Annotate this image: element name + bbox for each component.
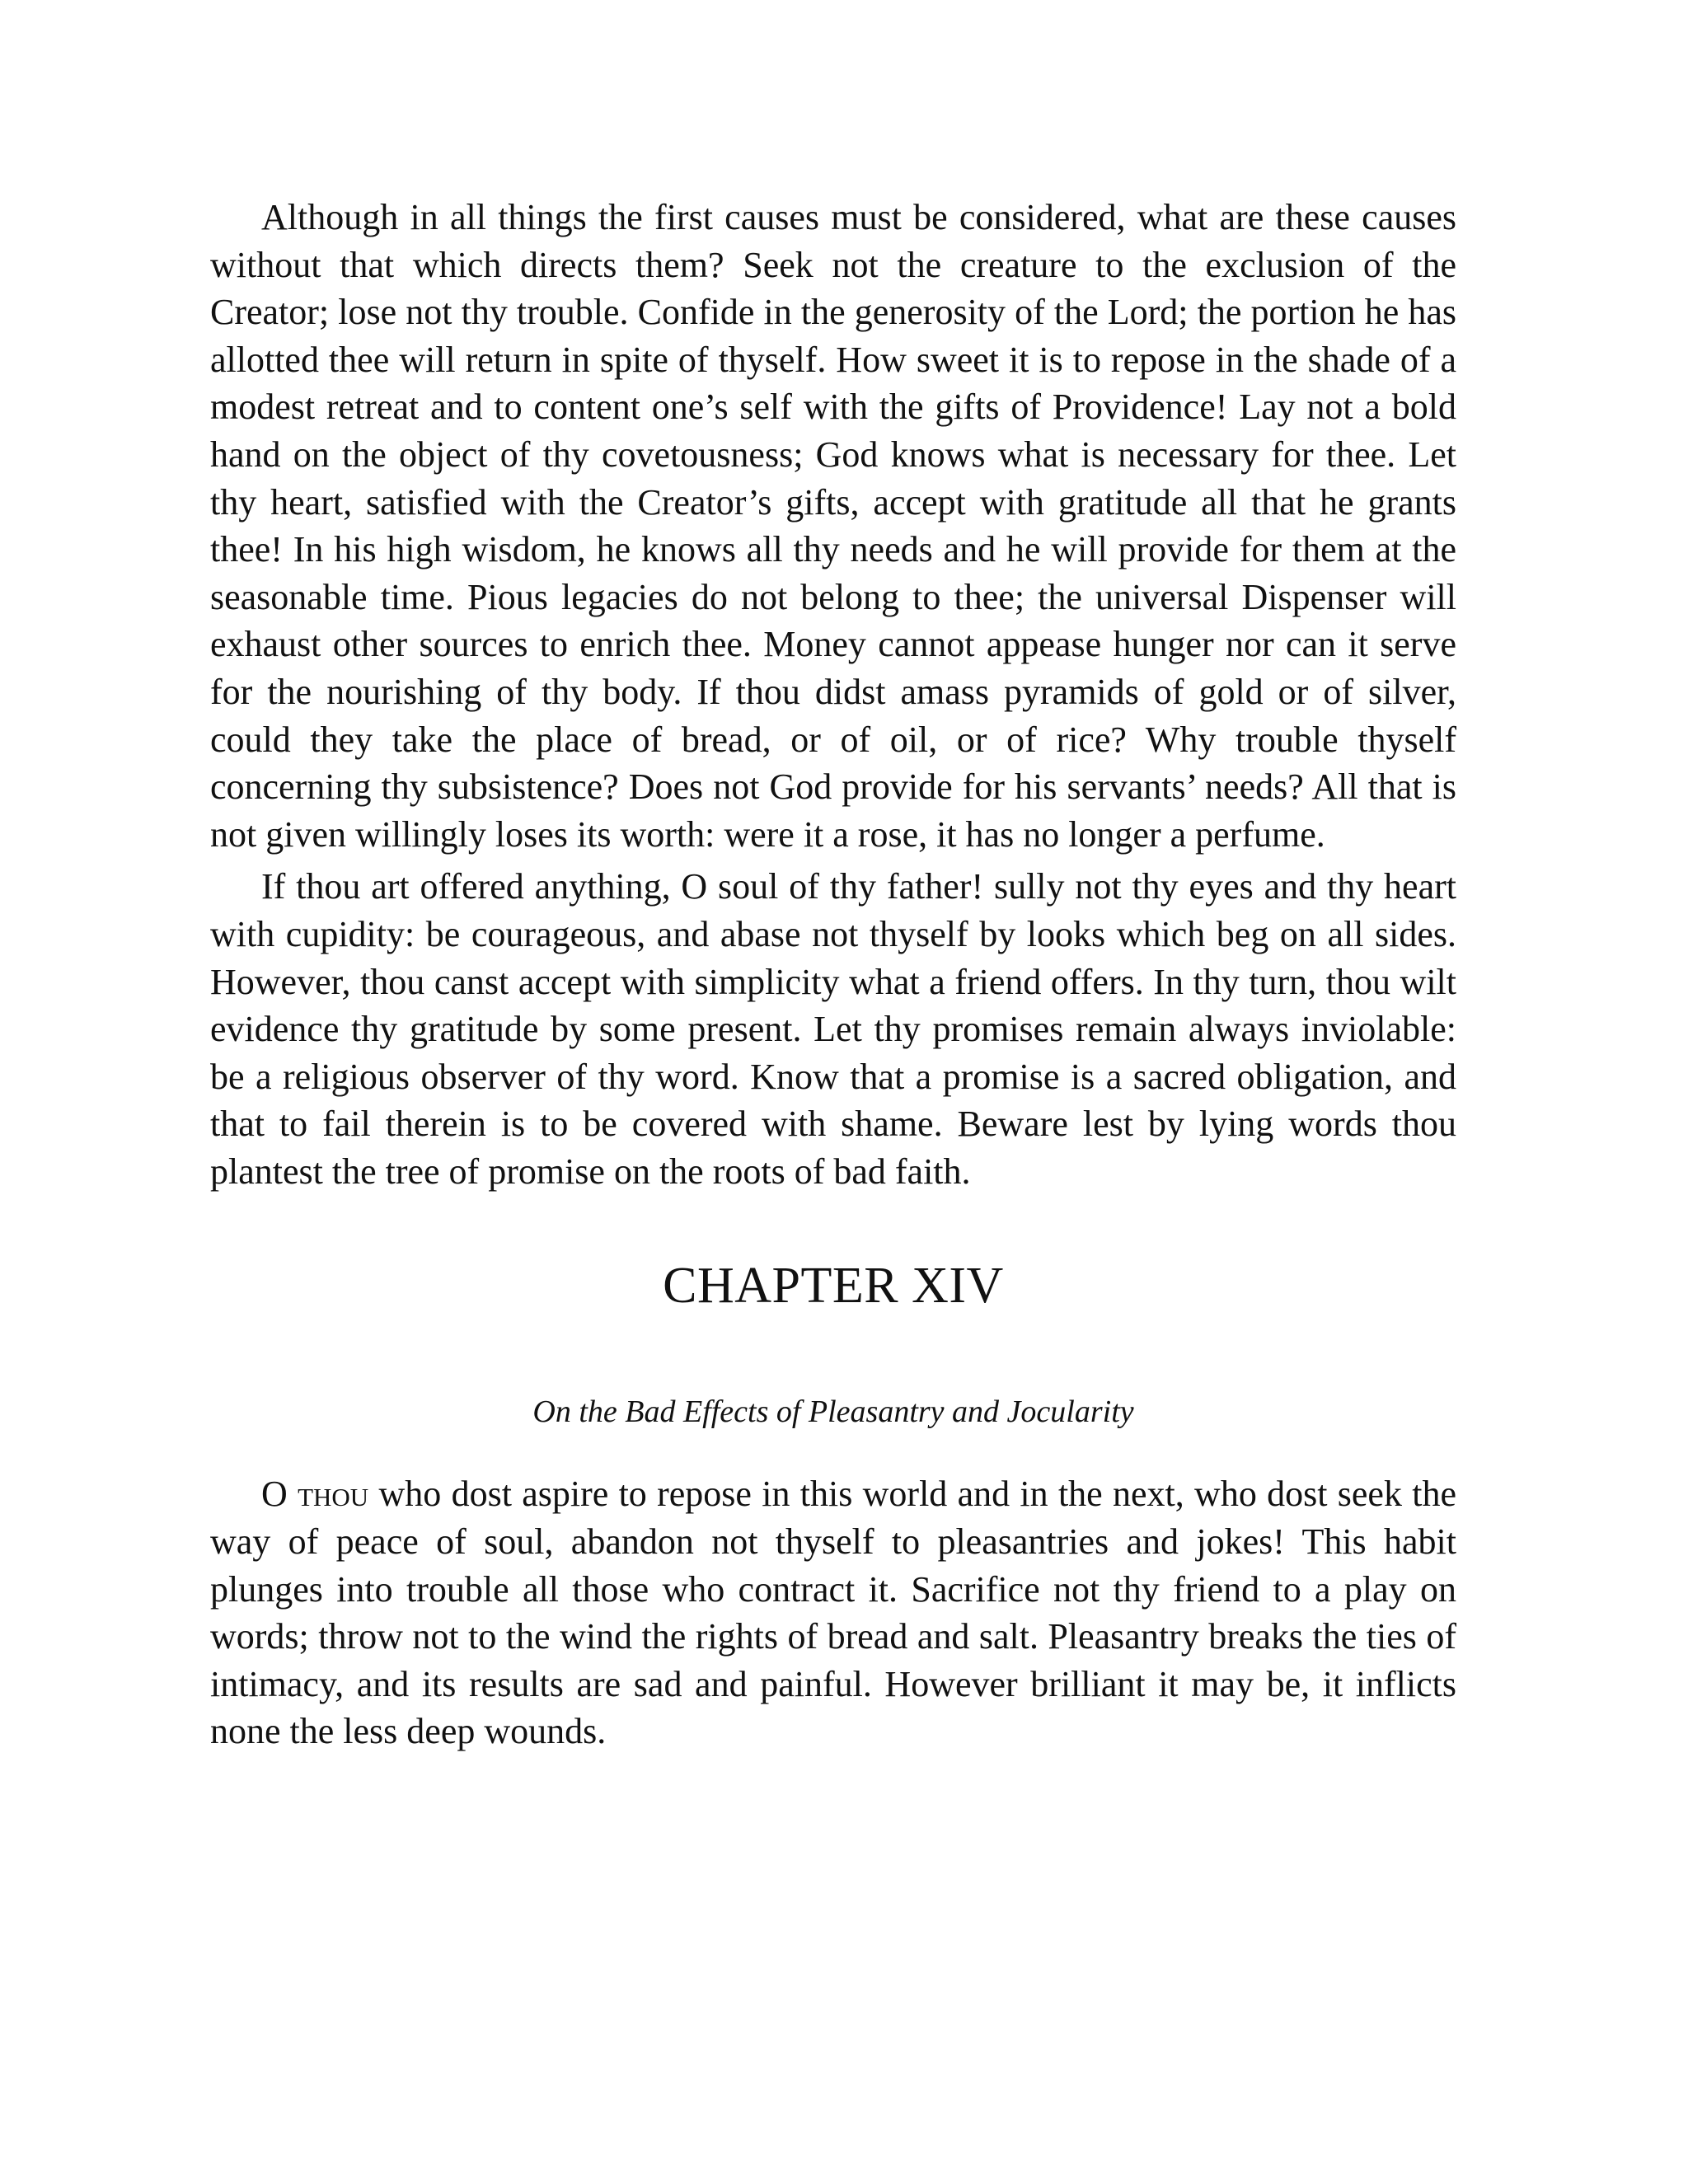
chapter-title: CHAPTER XIV [663,1258,1004,1315]
chapter-subtitle: On the Bad Effects of Pleasantry and Jocularity [532,1394,1134,1430]
opening-text: who dost aspire to repose in this world and in the next, who dost seek the way of peace of soul, abandon not thyself to pleasantries and jokes! This habit plunges into trouble all those who contract it. Sacrifice not thy friend to a play on words; throw not to the wind the rights of bread and salt. Pleasantry breaks the ties of intimacy, and its results are sad and painful. However brilliant it may be, it inflicts none the less deep wounds. [210,1474,1457,1752]
chapter-body [210,1470,1456,1755]
opening-smallcaps-word: thou [298,1474,369,1515]
chapter-opening-paragraph [210,1470,1456,1755]
body-paragraph-2: If thou art offered anything, O soul of thy father! sully not thy eyes and thy heart with cupidity: be courageous, and abase not thyself by looks which beg on all sides. However, thou canst accept with simplicity what a friend offers. In thy turn, thou wilt evidence thy gratitude by some present. Let thy promises remain always inviolable: be a religious observer of thy word. Know that a promise is a sacred obligation, and that to fail therein is to be covered with shame. Beware lest by lying words thou plantest the tree of promise on the roots of bad faith. [210,866,1456,1192]
document-page [210,194,1456,1755]
opening-initial: O [261,1474,288,1515]
body-paragraph-1: Although in all things the first causes must be considered, what are these causes without that which directs them? Seek not the creature to the exclusion of the Creator; lose not thy trouble. Confide in the generosity of the Lord; the portion he has allotted thee will return in spite of thyself. How sweet it is to repose in the shade of a modest retreat and to content one’s self with the gifts of Providence! Lay not a bold hand on the object of thy covetousness; God knows what is necessary for thee. Let thy heart, satisfied with the Creator’s gifts, accept with gratitude all that he grants thee! In his high wisdom, he knows all thy needs and he will provide for them at the seasonable time. Pious legacies do not belong to thee; the universal Dispenser will exhaust other sources to enrich thee. Money cannot appease hunger nor can it serve for the nourishing of thy body. If thou didst amass pyramids of gold or of silver, could they take the place of bread, or of oil, or of rice? Why trouble thyself concerning thy subsistence? Does not God provide for his servants’ needs? All that is not given willingly loses its worth: were it a rose, it has no longer a perfume. [210,197,1456,855]
